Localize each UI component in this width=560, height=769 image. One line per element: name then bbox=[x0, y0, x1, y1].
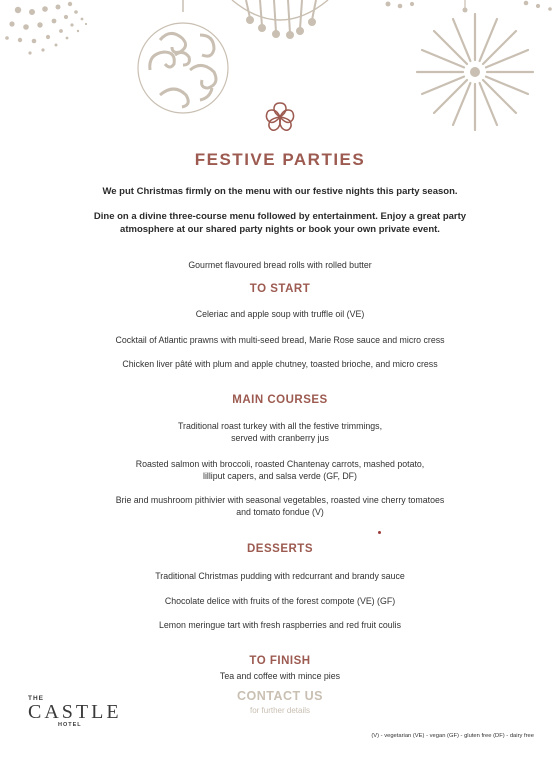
menu-item: Lemon meringue tart with fresh raspberries and red fruit coulis bbox=[158, 620, 402, 630]
dotted-bauble-icon bbox=[5, 2, 87, 55]
menu-item: Celeriac and apple soup with truffle oil (VE) bbox=[195, 309, 365, 319]
intro-line-2a: Dine on a divine three-course menu followed by entertainment. Enjoy a great party bbox=[93, 211, 467, 222]
castle-hotel-logo bbox=[28, 695, 122, 728]
menu-item bbox=[0, 494, 560, 518]
starburst-bauble-icon bbox=[386, 0, 552, 130]
logo-castle: CASTLE bbox=[28, 701, 122, 723]
dietary-legend: (V) - vegetarian (VE) - vegan (GF) - gluten free (DF) - dairy free bbox=[371, 733, 534, 739]
swirl-bauble-icon bbox=[138, 0, 228, 113]
menu-item: Tea and coffee with mince pies bbox=[219, 671, 341, 681]
section-heading-starters: TO START bbox=[249, 283, 311, 295]
menu-item: Chocolate delice with fruits of the forest compote (VE) (GF) bbox=[164, 596, 396, 606]
contact-subtext: for further details bbox=[249, 706, 311, 715]
decorative-dot bbox=[378, 531, 381, 534]
section-heading-mains: MAIN COURSES bbox=[232, 394, 328, 406]
logo-the: THE bbox=[28, 695, 44, 702]
castle-flower-emblem-icon bbox=[263, 100, 297, 134]
bread-item: Gourmet flavoured bread rolls with rolled butter bbox=[188, 260, 372, 270]
contact-heading: CONTACT US bbox=[236, 689, 323, 703]
floral-bauble-icon bbox=[232, 0, 328, 38]
menu-item-line: and tomato fondue (V) bbox=[236, 507, 324, 517]
section-heading-desserts: DESSERTS bbox=[247, 543, 313, 555]
intro-line-1: We put Christmas firmly on the menu with our festive nights this party season. bbox=[102, 186, 458, 197]
intro-paragraph bbox=[0, 210, 560, 236]
intro-line-2b: atmosphere at our shared party nights or book your own private event. bbox=[120, 224, 440, 235]
menu-item: Chicken liver pâté with plum and apple chutney, toasted brioche, and micro cress bbox=[122, 359, 438, 369]
menu-item-line: Roasted salmon with broccoli, roasted Chantenay carrots, mashed potato, bbox=[135, 459, 425, 469]
menu-item-line: served with cranberry jus bbox=[231, 433, 329, 443]
menu-item: Cocktail of Atlantic prawns with multi-seed bread, Marie Rose sauce and micro cress bbox=[115, 335, 445, 345]
menu-item: Traditional Christmas pudding with redcurrant and brandy sauce bbox=[155, 571, 405, 581]
menu-item-line: lilliput capers, and salsa verde (GF, DF) bbox=[202, 471, 357, 481]
page-title: FESTIVE PARTIES bbox=[194, 150, 366, 169]
menu-item bbox=[0, 458, 560, 482]
menu-item-line: Traditional roast turkey with all the festive trimmings, bbox=[177, 421, 383, 431]
logo-hotel: HOTEL bbox=[58, 722, 82, 728]
section-heading-finish: TO FINISH bbox=[249, 655, 311, 667]
menu-item-line: Brie and mushroom pithivier with seasonal vegetables, roasted vine cherry tomatoes bbox=[115, 495, 445, 505]
menu-item bbox=[0, 420, 560, 444]
